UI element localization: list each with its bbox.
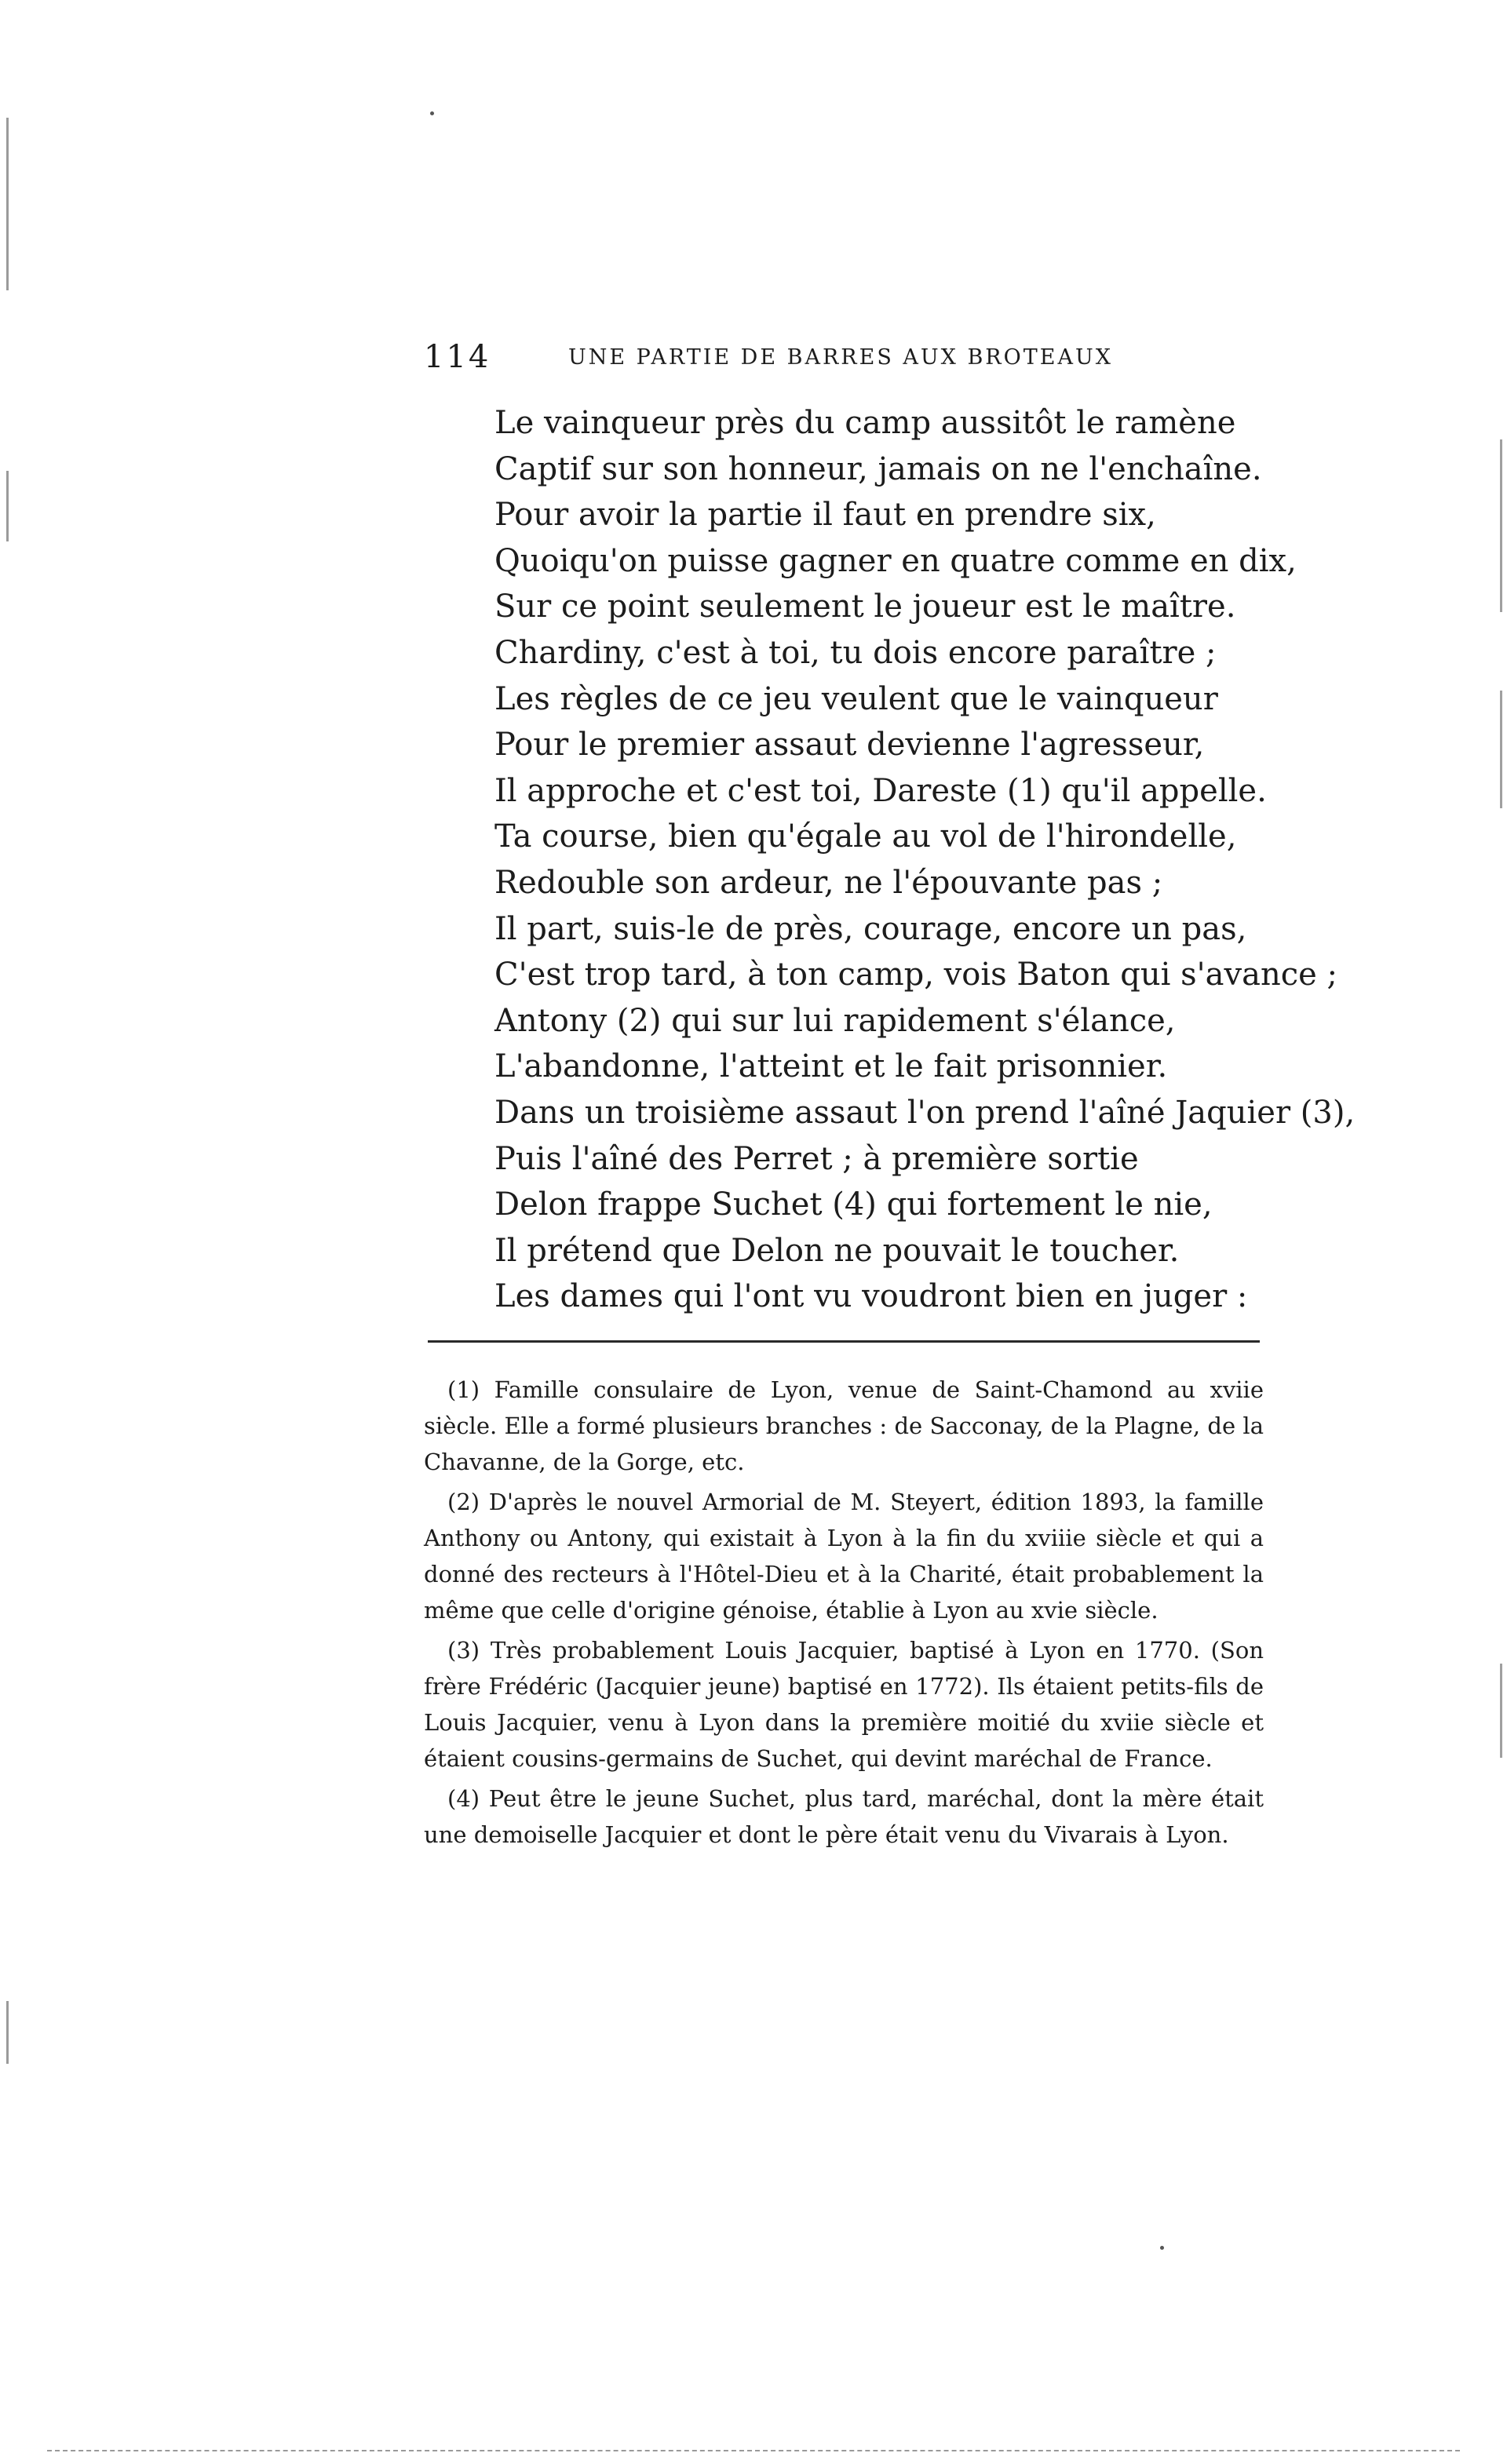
verse-line: Quoiqu'on puisse gagner en quatre comme en dix, <box>494 542 1297 579</box>
scan-edge-left <box>6 118 9 290</box>
verse-line: Delon frappe Suchet (4) qui fortement le nie, <box>494 1186 1213 1223</box>
poem-text <box>494 400 1381 1320</box>
verse-line: Puis l'aîné des Perret ; à première sortie <box>494 1140 1139 1177</box>
verse-line: Il approche et c'est toi, Dareste (1) qu'il appelle. <box>494 772 1267 809</box>
footnote-divider <box>428 1340 1260 1343</box>
verse-line: Redouble son ardeur, ne l'épouvante pas ; <box>494 864 1163 901</box>
verse-line: Il prétend que Delon ne pouvait le toucher. <box>494 1232 1180 1269</box>
verse-line: Dans un troisième assaut l'on prend l'aîné Jaquier (3), <box>494 1094 1356 1131</box>
verse-line: Il part, suis-le de près, courage, encore un pas, <box>494 910 1247 947</box>
scan-edge-right <box>1500 1664 1502 1758</box>
verse-line: Ta course, bien qu'égale au vol de l'hirondelle, <box>494 818 1237 855</box>
page-number: 114 <box>424 339 491 375</box>
verse-line: Sur ce point seulement le joueur est le maître. <box>494 589 1236 625</box>
verse-line: Antony (2) qui sur lui rapidement s'élance, <box>494 1002 1176 1039</box>
scan-edge-right <box>1500 691 1502 808</box>
page-header <box>424 339 1436 386</box>
footnote-2: (2) D'après le nouvel Armorial de M. Steyert, édition 1893, la famille Anthony ou Antony, qui existait à Lyon à la fin du xviiie siècle et qui a donné des recteurs à l'Hôtel-Dieu et à la Charité, était probablement la même que celle d'origine génoise, établie à Lyon au xvie siècle. <box>424 1489 1264 1624</box>
scan-edge-left <box>6 2001 9 2064</box>
scan-edge-left <box>6 471 9 541</box>
scan-edge-right <box>1500 439 1502 612</box>
verse-line: Le vainqueur près du camp aussitôt le ramène <box>494 405 1236 441</box>
footnotes <box>424 1372 1264 1857</box>
scan-speck <box>430 111 434 115</box>
verse-line: Pour le premier assaut devienne l'agresseur, <box>494 727 1205 764</box>
scan-speck <box>1160 2246 1164 2250</box>
verse-line: Captif sur son honneur, jamais on ne l'enchaîne. <box>494 450 1262 487</box>
verse-line: Chardiny, c'est à toi, tu dois encore paraître ; <box>494 634 1217 671</box>
verse-line: Les dames qui l'ont vu voudront bien en juger : <box>494 1278 1248 1315</box>
verse-line: L'abandonne, l'atteint et le fait prisonnier. <box>494 1048 1168 1085</box>
footnote-1: (1) Famille consulaire de Lyon, venue de Saint-Chamond au xviie siècle. Elle a formé plusieurs branches : de Sacconay, de la Plagne, de la Chavanne, de la Gorge, etc. <box>424 1376 1264 1475</box>
footnote-3: (3) Très probablement Louis Jacquier, baptisé à Lyon en 1770. (Son frère Frédéric (Jacquier jeune) baptisé en 1772). Ils étaient petits-fils de Louis Jacquier, venu à Lyon dans la première moitié du xviie siècle et étaient cousins-germains de Suchet, qui devint maréchal de France. <box>424 1637 1264 1772</box>
verse-line: Les règles de ce jeu veulent que le vainqueur <box>494 680 1218 717</box>
verse-line: Pour avoir la partie il faut en prendre six, <box>494 497 1156 534</box>
running-head: UNE PARTIE DE BARRES AUX BROTEAUX <box>568 345 1113 370</box>
scan-bottom-edge <box>47 2450 1460 2451</box>
footnote-4: (4) Peut être le jeune Suchet, plus tard, maréchal, dont la mère était une demoiselle Jacquier et dont le père était venu du Vivarais à Lyon. <box>424 1785 1264 1848</box>
verse-line: C'est trop tard, à ton camp, vois Baton qui s'avance ; <box>494 957 1337 993</box>
